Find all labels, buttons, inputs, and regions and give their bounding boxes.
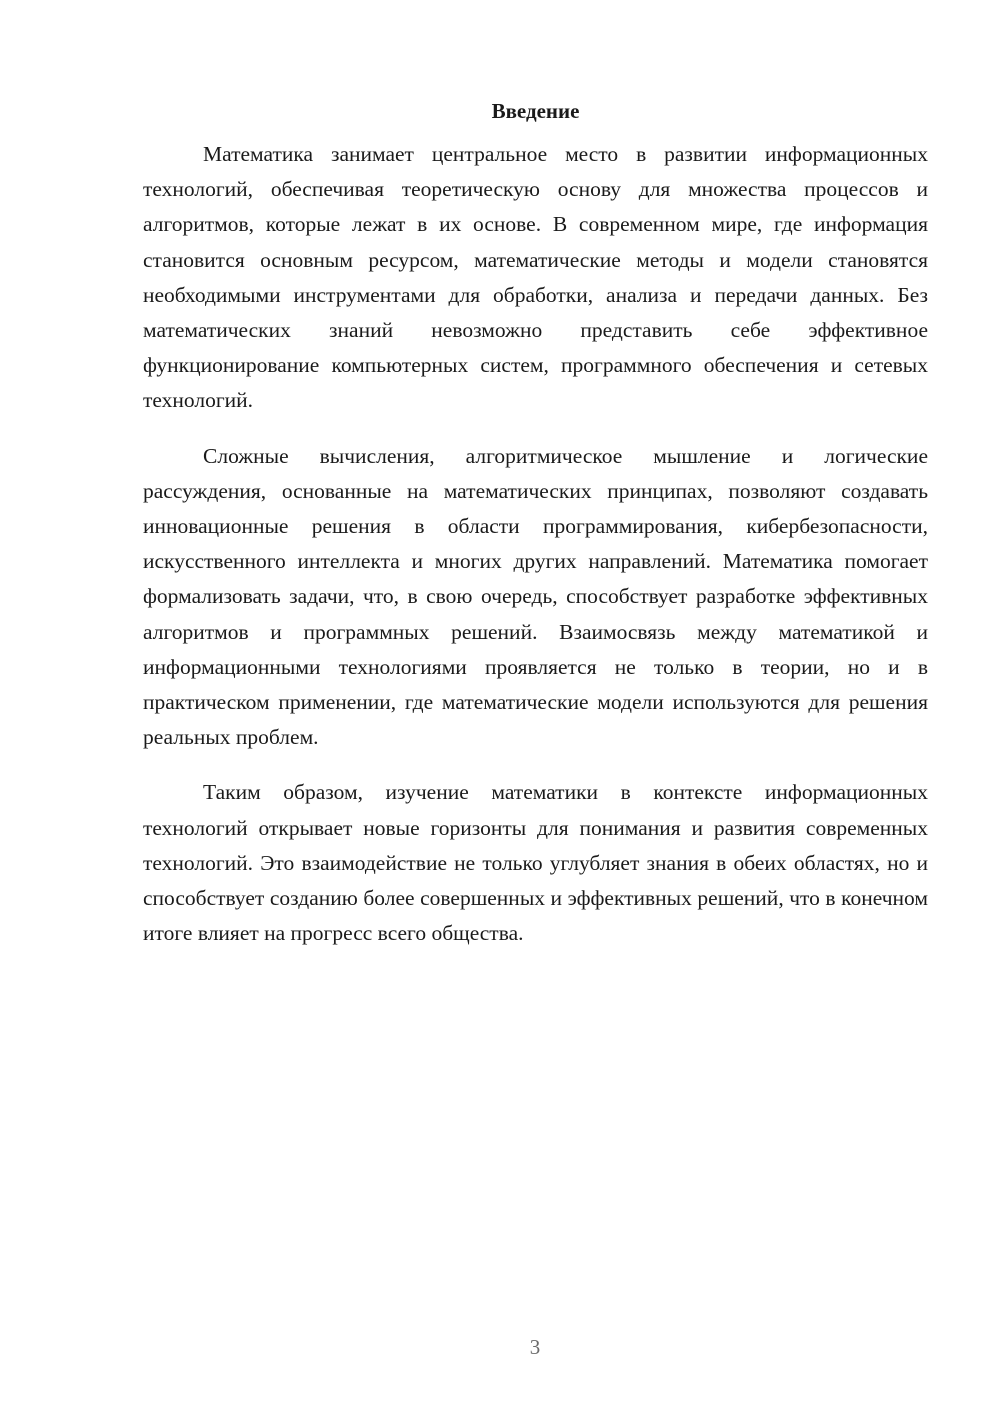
section-title: Введение: [491, 99, 580, 123]
page-number: 3: [529, 1335, 541, 1359]
paragraph-1: Математика занимает центральное место в развитии информационных технологий, обеспечивая теоретическую основу для множества процессов и алгоритмов, которые лежат в их основе. В современном мире, где информация становится основным ресурсом, математические методы и модели становятся необходимыми инструментами для обработки, анализа и передачи данных. Без математических знаний невозможно представить себе эффективное функционирование компьютерных систем, программного обеспечения и сетевых технологий.: [143, 142, 928, 413]
paragraph-2: Сложные вычисления, алгоритмическое мышление и логические рассуждения, основанные на математических принципах, позволяют создавать инновационные решения в области программирования, кибербезопасности, искусственного интеллекта и многих других направлений. Математика помогает формализовать задачи, что, в свою очередь, способствует разработке эффективных алгоритмов и программных решений. Взаимосвязь между математикой и информационными технологиями проявляется не только в теории, но и в практическом применении, где математические модели используются для решения реальных проблем.: [143, 443, 928, 750]
paragraph-3: Таким образом, изучение математики в контексте информационных технологий открывает новые горизонты для понимания и развития современных технологий. Это взаимодействие не только углубляет знания в обеих областях, но и способствует созданию более совершенных и эффективных решений, что в конечном итоге влияет на прогресс всего общества.: [143, 780, 928, 946]
page-content: [143, 97, 928, 971]
